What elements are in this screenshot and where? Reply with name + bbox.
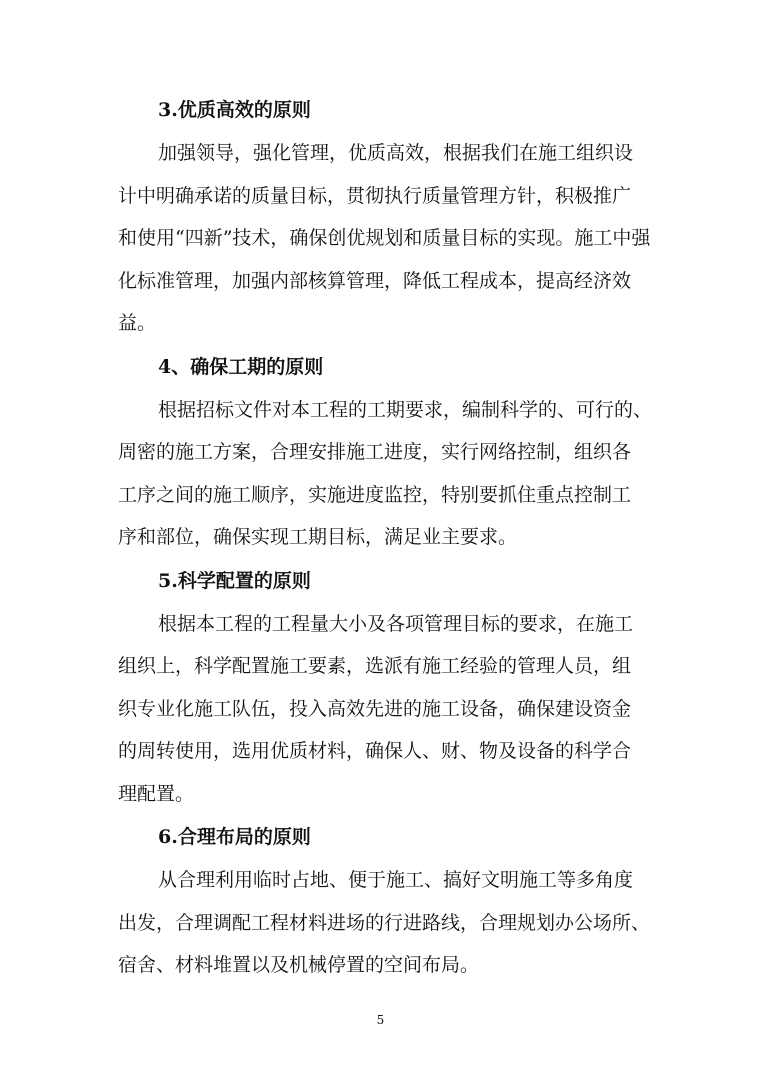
paragraph-line: 宿舍、材料堆置以及机械停置的空间布局。 — [118, 954, 480, 976]
paragraph-line: 周密的施工方案，合理安排施工进度，实行网络控制，组织各 — [118, 441, 632, 463]
paragraph-line: 根据本工程的工程量大小及各项管理目标的要求，在施工 — [158, 612, 634, 635]
paragraph-line: 化标准管理，加强内部核算管理，降低工程成本，提高经济效 — [118, 269, 632, 292]
paragraph-line: 根据招标文件对本工程的工期要求，编制科学的、可行的、 — [158, 398, 653, 421]
page-number: 5 — [376, 1013, 385, 1027]
paragraph-line: 益。 — [118, 312, 157, 334]
section-paragraph — [118, 603, 638, 816]
paragraph-line: 理配置。 — [118, 782, 195, 805]
section-paragraph — [118, 859, 651, 987]
paragraph-line: 组织上，科学配置施工要素，选派有施工经验的管理人员，组 — [118, 655, 632, 677]
paragraph-line: 织专业化施工队伍，投入高效先进的施工设备，确保建设资金 — [118, 697, 632, 720]
paragraph-line: 计中明确承诺的质量目标，贯彻执行质量管理方针，积极推广 — [118, 184, 632, 207]
section-paragraph — [118, 132, 651, 345]
paragraph-line: 和使用“四新”技术，确保创优规划和质量目标的实现。施工中强 — [118, 227, 651, 249]
section-heading: 5.科学配置的原则 — [158, 569, 311, 592]
section-paragraph — [118, 389, 653, 559]
section-heading: 4、确保工期的原则 — [158, 355, 324, 378]
section-heading: 3.优质高效的原则 — [158, 99, 311, 121]
paragraph-line: 出发，合理调配工程材料进场的行进路线，合理规划办公场所、 — [118, 911, 651, 934]
paragraph-line: 的周转使用，选用优质材料，确保人、财、物及设备的科学合 — [118, 740, 632, 762]
document-body — [118, 88, 653, 987]
paragraph-line: 加强领导，强化管理，优质高效，根据我们在施工组织设 — [158, 142, 634, 164]
paragraph-line: 工序之间的施工顺序，实施进度监控，特别要抓住重点控制工 — [118, 483, 632, 506]
paragraph-line: 从合理利用临时占地、便于施工、搞好文明施工等多角度 — [158, 869, 634, 891]
section-heading: 6.合理布局的原则 — [158, 826, 311, 848]
paragraph-line: 序和部位，确保实现工期目标，满足业主要求。 — [118, 526, 518, 548]
